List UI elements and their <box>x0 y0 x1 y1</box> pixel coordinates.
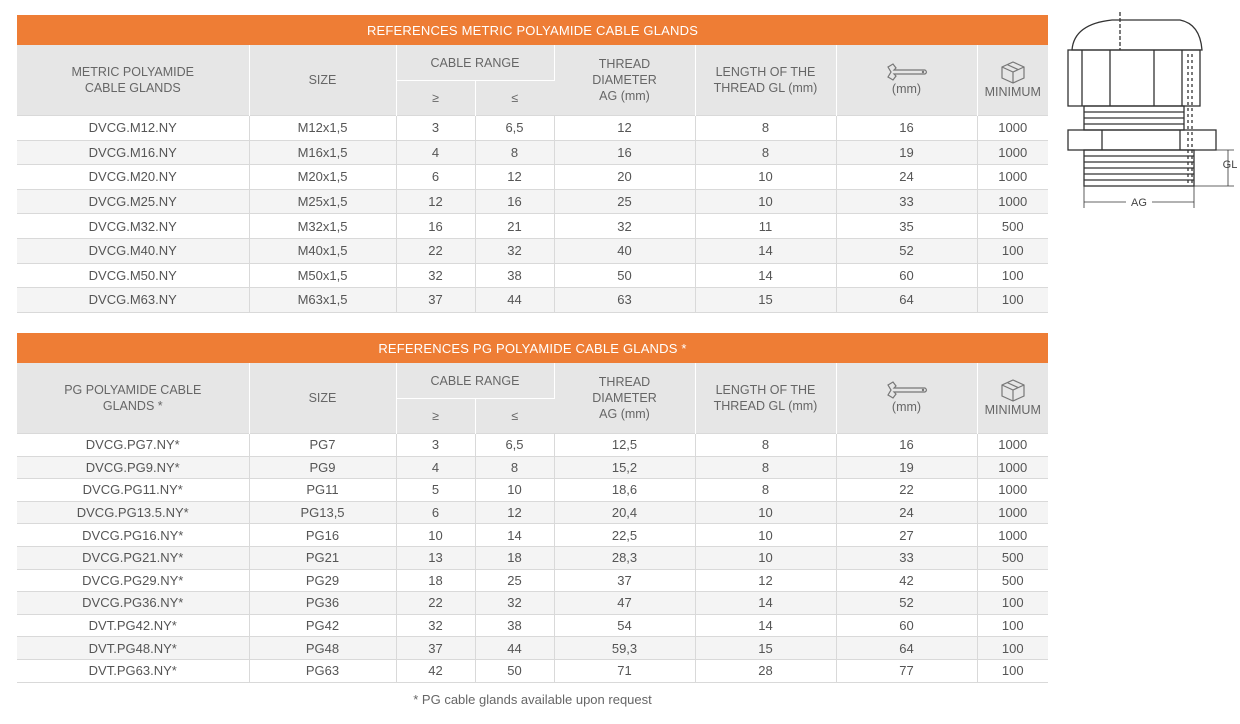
table-cell: 32 <box>396 614 475 637</box>
table-cell: M25x1,5 <box>249 189 396 214</box>
table-cell: 3 <box>396 434 475 457</box>
table-cell: DVCG.PG13.5.NY* <box>17 501 249 524</box>
table-cell: DVCG.PG29.NY* <box>17 569 249 592</box>
table-row <box>17 140 1048 165</box>
table-cell: 1000 <box>977 165 1048 190</box>
table-cell: DVT.PG63.NY* <box>17 659 249 682</box>
table-cell: 28 <box>695 659 836 682</box>
wrench-icon <box>837 381 977 399</box>
table-cell: 20 <box>554 165 695 190</box>
table-cell: 32 <box>475 238 554 263</box>
metric-table-section <box>17 15 1048 313</box>
metric-table-title: REFERENCES METRIC POLYAMIDE CABLE GLANDS <box>17 15 1048 45</box>
table-cell: 38 <box>475 263 554 288</box>
header-model: METRIC POLYAMIDE CABLE GLANDS <box>17 45 249 116</box>
table-cell: 59,3 <box>554 637 695 660</box>
table-row <box>17 592 1048 615</box>
table-cell: 10 <box>396 524 475 547</box>
table-row <box>17 479 1048 502</box>
table-row <box>17 614 1048 637</box>
table-row <box>17 288 1048 313</box>
table-row <box>17 263 1048 288</box>
wrench-icon <box>837 63 977 81</box>
table-row <box>17 434 1048 457</box>
table-cell: 40 <box>554 238 695 263</box>
table-cell: 8 <box>695 140 836 165</box>
table-cell: 500 <box>977 569 1048 592</box>
table-cell: M63x1,5 <box>249 288 396 313</box>
table-cell: 54 <box>554 614 695 637</box>
table-cell: 6,5 <box>475 116 554 141</box>
table-cell: PG42 <box>249 614 396 637</box>
table-cell: PG63 <box>249 659 396 682</box>
table-cell: 14 <box>695 263 836 288</box>
table-row <box>17 214 1048 239</box>
table-cell: DVT.PG48.NY* <box>17 637 249 660</box>
header-thread-diameter: THREAD DIAMETER AG (mm) <box>554 45 695 116</box>
table-cell: 52 <box>836 592 977 615</box>
header-wrench <box>836 363 977 434</box>
table-cell: 16 <box>554 140 695 165</box>
table-cell: 22 <box>396 238 475 263</box>
table-cell: 50 <box>475 659 554 682</box>
table-cell: 32 <box>554 214 695 239</box>
pg-table-section <box>17 333 1048 683</box>
table-row <box>17 546 1048 569</box>
table-cell: 10 <box>475 479 554 502</box>
table-cell: 10 <box>695 189 836 214</box>
table-row <box>17 189 1048 214</box>
cable-gland-drawing <box>1062 10 1238 220</box>
wrench-unit: (mm) <box>891 82 922 96</box>
table-cell: 25 <box>554 189 695 214</box>
table-cell: 500 <box>977 214 1048 239</box>
table-cell: DVCG.PG16.NY* <box>17 524 249 547</box>
table-cell: 12 <box>475 165 554 190</box>
table-cell: 15 <box>695 637 836 660</box>
table-cell: PG16 <box>249 524 396 547</box>
header-ge: ≥ <box>396 399 475 434</box>
table-cell: PG11 <box>249 479 396 502</box>
minimum-label: MINIMUM <box>984 85 1041 99</box>
header-cable-range: CABLE RANGE <box>396 363 554 399</box>
table-cell: 6,5 <box>475 434 554 457</box>
table-cell: DVCG.PG36.NY* <box>17 592 249 615</box>
table-cell: 6 <box>396 501 475 524</box>
header-length-thread: LENGTH OF THE THREAD GL (mm) <box>695 363 836 434</box>
header-length-thread: LENGTH OF THE THREAD GL (mm) <box>695 45 836 116</box>
table-cell: PG13,5 <box>249 501 396 524</box>
header-wrench <box>836 45 977 116</box>
header-size: SIZE <box>249 363 396 434</box>
table-cell: 32 <box>396 263 475 288</box>
table-cell: 1000 <box>977 456 1048 479</box>
table-cell: DVT.PG42.NY* <box>17 614 249 637</box>
header-le: ≤ <box>475 399 554 434</box>
table-cell: 60 <box>836 614 977 637</box>
table-cell: 22,5 <box>554 524 695 547</box>
table-cell: 1000 <box>977 479 1048 502</box>
table-cell: 16 <box>396 214 475 239</box>
table-cell: PG36 <box>249 592 396 615</box>
table-cell: 25 <box>475 569 554 592</box>
table-cell: 60 <box>836 263 977 288</box>
table-cell: 22 <box>396 592 475 615</box>
table-cell: 20,4 <box>554 501 695 524</box>
header-size: SIZE <box>249 45 396 116</box>
table-cell: 38 <box>475 614 554 637</box>
pg-table <box>17 333 1048 683</box>
table-cell: 42 <box>836 569 977 592</box>
table-cell: PG7 <box>249 434 396 457</box>
table-cell: 16 <box>836 116 977 141</box>
table-cell: 8 <box>695 116 836 141</box>
header-ge: ≥ <box>396 81 475 116</box>
table-cell: 100 <box>977 659 1048 682</box>
table-cell: M32x1,5 <box>249 214 396 239</box>
table-cell: DVCG.M25.NY <box>17 189 249 214</box>
table-cell: 13 <box>396 546 475 569</box>
footnote: * PG cable glands available upon request <box>413 692 652 707</box>
table-cell: 44 <box>475 288 554 313</box>
table-cell: 77 <box>836 659 977 682</box>
ag-label: AG <box>1131 197 1147 209</box>
table-cell: 21 <box>475 214 554 239</box>
table-cell: 28,3 <box>554 546 695 569</box>
table-cell: 24 <box>836 165 977 190</box>
table-row <box>17 659 1048 682</box>
table-cell: 1000 <box>977 434 1048 457</box>
table-cell: 8 <box>475 140 554 165</box>
table-cell: DVCG.M16.NY <box>17 140 249 165</box>
table-cell: 12 <box>695 569 836 592</box>
table-cell: 37 <box>396 288 475 313</box>
table-cell: 1000 <box>977 140 1048 165</box>
table-row <box>17 569 1048 592</box>
table-cell: DVCG.M50.NY <box>17 263 249 288</box>
table-cell: 8 <box>695 456 836 479</box>
table-cell: 50 <box>554 263 695 288</box>
table-cell: 100 <box>977 592 1048 615</box>
table-cell: PG48 <box>249 637 396 660</box>
table-cell: 6 <box>396 165 475 190</box>
table-cell: M50x1,5 <box>249 263 396 288</box>
table-cell: 100 <box>977 614 1048 637</box>
table-cell: DVCG.PG21.NY* <box>17 546 249 569</box>
header-le: ≤ <box>475 81 554 116</box>
table-cell: 42 <box>396 659 475 682</box>
table-cell: 71 <box>554 659 695 682</box>
table-cell: 8 <box>475 456 554 479</box>
table-cell: 1000 <box>977 524 1048 547</box>
table-cell: M16x1,5 <box>249 140 396 165</box>
table-cell: M20x1,5 <box>249 165 396 190</box>
table-cell: 33 <box>836 189 977 214</box>
table-cell: 63 <box>554 288 695 313</box>
wrench-unit: (mm) <box>891 400 922 414</box>
table-cell: 18,6 <box>554 479 695 502</box>
table-cell: 22 <box>836 479 977 502</box>
box-icon <box>978 378 1049 402</box>
table-cell: 16 <box>475 189 554 214</box>
minimum-label: MINIMUM <box>984 403 1041 417</box>
table-cell: 10 <box>695 524 836 547</box>
table-row <box>17 116 1048 141</box>
table-cell: M40x1,5 <box>249 238 396 263</box>
table-cell: 27 <box>836 524 977 547</box>
header-thread-diameter: THREAD DIAMETER AG (mm) <box>554 363 695 434</box>
table-cell: 4 <box>396 140 475 165</box>
table-cell: 8 <box>695 434 836 457</box>
table-cell: 14 <box>695 238 836 263</box>
table-cell: 37 <box>396 637 475 660</box>
table-cell: 11 <box>695 214 836 239</box>
table-cell: 32 <box>475 592 554 615</box>
table-row <box>17 524 1048 547</box>
table-cell: 10 <box>695 165 836 190</box>
table-cell: 52 <box>836 238 977 263</box>
table-cell: DVCG.M12.NY <box>17 116 249 141</box>
table-cell: 14 <box>475 524 554 547</box>
table-cell: DVCG.M63.NY <box>17 288 249 313</box>
table-cell: 18 <box>396 569 475 592</box>
table-cell: 15,2 <box>554 456 695 479</box>
table-cell: DVCG.M32.NY <box>17 214 249 239</box>
table-cell: 12 <box>554 116 695 141</box>
table-row <box>17 501 1048 524</box>
table-cell: 100 <box>977 288 1048 313</box>
gl-label: GL <box>1222 159 1238 171</box>
table-row <box>17 238 1048 263</box>
table-cell: 12 <box>475 501 554 524</box>
table-cell: 5 <box>396 479 475 502</box>
table-cell: 19 <box>836 140 977 165</box>
table-cell: DVCG.PG11.NY* <box>17 479 249 502</box>
table-cell: PG29 <box>249 569 396 592</box>
pg-table-title: REFERENCES PG POLYAMIDE CABLE GLANDS * <box>17 333 1048 363</box>
table-cell: DVCG.M20.NY <box>17 165 249 190</box>
table-cell: 37 <box>554 569 695 592</box>
table-cell: 19 <box>836 456 977 479</box>
table-cell: 10 <box>695 546 836 569</box>
table-cell: 64 <box>836 637 977 660</box>
table-cell: PG9 <box>249 456 396 479</box>
table-cell: 1000 <box>977 501 1048 524</box>
table-cell: 100 <box>977 238 1048 263</box>
table-cell: PG21 <box>249 546 396 569</box>
table-cell: 100 <box>977 637 1048 660</box>
table-cell: 3 <box>396 116 475 141</box>
table-cell: 1000 <box>977 116 1048 141</box>
table-row <box>17 637 1048 660</box>
metric-table <box>17 15 1048 313</box>
header-minimum <box>977 45 1048 116</box>
table-cell: 4 <box>396 456 475 479</box>
table-cell: 15 <box>695 288 836 313</box>
box-icon <box>978 60 1049 84</box>
table-cell: 44 <box>475 637 554 660</box>
table-cell: 500 <box>977 546 1048 569</box>
table-cell: 8 <box>695 479 836 502</box>
table-cell: DVCG.PG9.NY* <box>17 456 249 479</box>
table-cell: 35 <box>836 214 977 239</box>
table-cell: 100 <box>977 263 1048 288</box>
table-cell: 47 <box>554 592 695 615</box>
table-cell: M12x1,5 <box>249 116 396 141</box>
table-cell: DVCG.PG7.NY* <box>17 434 249 457</box>
table-cell: 64 <box>836 288 977 313</box>
table-cell: 1000 <box>977 189 1048 214</box>
table-cell: 16 <box>836 434 977 457</box>
header-minimum <box>977 363 1048 434</box>
table-cell: 33 <box>836 546 977 569</box>
table-cell: 10 <box>695 501 836 524</box>
header-model: PG POLYAMIDE CABLE GLANDS * <box>17 363 249 434</box>
table-cell: 12 <box>396 189 475 214</box>
header-cable-range: CABLE RANGE <box>396 45 554 81</box>
table-cell: 14 <box>695 592 836 615</box>
table-row <box>17 165 1048 190</box>
table-cell: 18 <box>475 546 554 569</box>
table-cell: DVCG.M40.NY <box>17 238 249 263</box>
table-cell: 24 <box>836 501 977 524</box>
table-cell: 12,5 <box>554 434 695 457</box>
table-cell: 14 <box>695 614 836 637</box>
table-row <box>17 456 1048 479</box>
